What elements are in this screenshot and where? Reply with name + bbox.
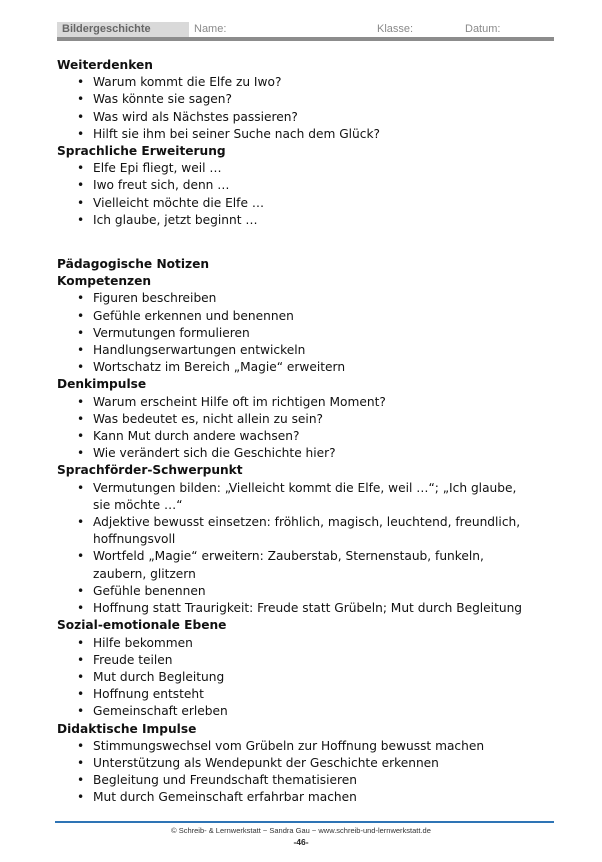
list-item: • Iwo freut sich, denn … xyxy=(93,177,527,194)
list-item: • Adjektive bewusst einsetzen: fröhlich, magisch, leuchtend, freundlich, hoffnungsvoll xyxy=(93,514,527,548)
section-heading: Sprachförder-Schwerpunkt xyxy=(57,463,243,478)
list-item: • Stimmungswechsel vom Grübeln zur Hoffnung bewusst machen xyxy=(93,738,527,755)
name-label: Name: xyxy=(194,23,227,35)
section-heading: Denkimpulse xyxy=(57,377,147,392)
list-item: • Vermutungen bilden: „Vielleicht kommt die Elfe, weil …“; „Ich glaube, sie möchte …“ xyxy=(93,480,527,514)
list-item: • Freude teilen xyxy=(93,652,527,669)
page-number: -46- xyxy=(293,837,309,847)
list-item: • Ich glaube, jetzt beginnt … xyxy=(93,212,527,229)
list-item: • Gefühle benennen xyxy=(93,583,527,600)
klasse-label: Klasse: xyxy=(377,23,414,35)
worksheet-title: Bildergeschichte xyxy=(57,22,189,37)
footer-copyright: © Schreib- & Lernwerkstatt ~ Sandra Gau ~ www.schreib-und-lernwerkstatt.de xyxy=(171,826,431,835)
list-item: • Handlungserwartungen entwickeln xyxy=(93,342,527,359)
list-item: • Gemeinschaft erleben xyxy=(93,703,527,720)
bullet-list xyxy=(57,74,527,143)
list-item: • Hilft sie ihm bei seiner Suche nach dem Glück? xyxy=(93,126,527,143)
bullet-list xyxy=(57,635,527,721)
section-heading: Sprachliche Erweiterung xyxy=(57,144,226,159)
bullet-list xyxy=(57,480,527,618)
list-item: • Was bedeutet es, nicht allein zu sein? xyxy=(93,411,527,428)
list-item: • Wie verändert sich die Geschichte hier? xyxy=(93,445,527,462)
list-item: • Wortfeld „Magie“ erweitern: Zauberstab, Sternenstaub, funkeln, zaubern, glitzern xyxy=(93,548,527,582)
spacer xyxy=(57,229,527,256)
list-item: • Hoffnung entsteht xyxy=(93,686,527,703)
list-item: • Begleitung und Freundschaft thematisieren xyxy=(93,772,527,789)
datum-label: Datum: xyxy=(465,23,501,35)
list-item: • Unterstützung als Wendepunkt der Geschichte erkennen xyxy=(93,755,527,772)
section-heading: Didaktische Impulse xyxy=(57,721,197,736)
page-content xyxy=(57,57,527,807)
list-item: • Was wird als Nächstes passieren? xyxy=(93,109,527,126)
list-item: • Figuren beschreiben xyxy=(93,290,527,307)
section-heading: Kompetenzen xyxy=(57,274,152,289)
list-item: • Warum kommt die Elfe zu Iwo? xyxy=(93,74,527,91)
list-item: • Vielleicht möchte die Elfe … xyxy=(93,195,527,212)
list-item: • Gefühle erkennen und benennen xyxy=(93,308,527,325)
list-item: • Vermutungen formulieren xyxy=(93,325,527,342)
section-heading: Weiterdenken xyxy=(57,58,153,72)
bullet-list xyxy=(57,738,527,807)
list-item: • Hilfe bekommen xyxy=(93,635,527,652)
worksheet-header xyxy=(57,22,554,42)
list-item: • Was könnte sie sagen? xyxy=(93,91,527,108)
list-item: • Mut durch Gemeinschaft erfahrbar machen xyxy=(93,789,527,806)
list-item: • Hoffnung statt Traurigkeit: Freude statt Grübeln; Mut durch Begleitung xyxy=(93,600,527,617)
list-item: • Mut durch Begleitung xyxy=(93,669,527,686)
bullet-list xyxy=(57,290,527,376)
header-divider xyxy=(57,37,554,41)
bullet-list xyxy=(57,160,527,229)
footer-divider xyxy=(55,821,554,823)
list-item: • Kann Mut durch andere wachsen? xyxy=(93,428,527,445)
list-item: • Warum erscheint Hilfe oft im richtigen Moment? xyxy=(93,394,527,411)
section-heading: Sozial-emotionale Ebene xyxy=(57,618,227,633)
list-item: • Elfe Epi fliegt, weil … xyxy=(93,160,527,177)
section-heading: Pädagogische Notizen xyxy=(57,257,210,272)
list-item: • Wortschatz im Bereich „Magie“ erweitern xyxy=(93,359,527,376)
bullet-list xyxy=(57,394,527,463)
